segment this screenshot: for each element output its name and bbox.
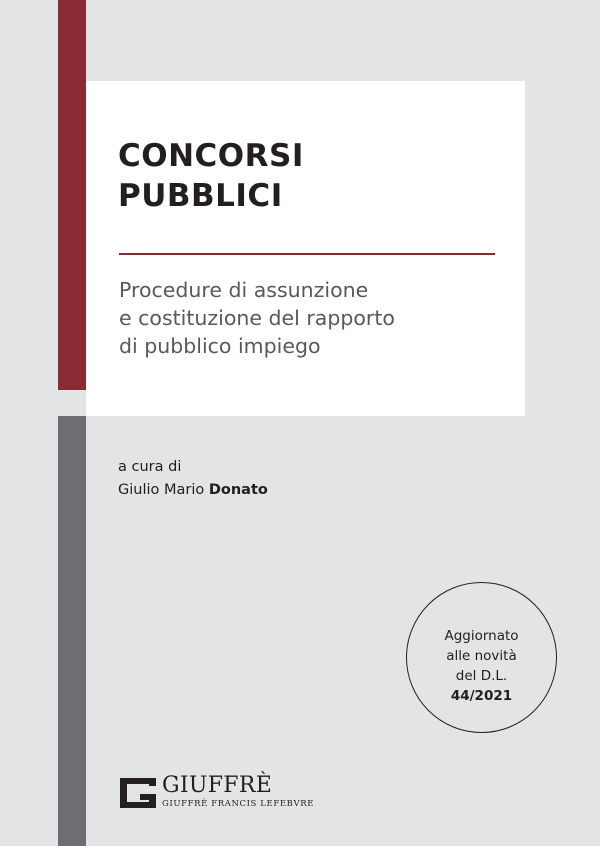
subtitle-line-3: di pubblico impiego (119, 334, 321, 358)
book-title-line-1: CONCORSI (118, 138, 304, 174)
badge-decree-number: 44/2021 (450, 688, 513, 704)
publisher-name: GIUFFRÈ (162, 773, 273, 798)
publisher-logo (118, 773, 315, 814)
subtitle-line-2: e costituzione del rapporto (119, 306, 395, 330)
publisher-logo-mark-icon (118, 776, 158, 810)
book-title (118, 136, 304, 216)
spine-grey-band (58, 416, 86, 846)
editor-intro: a cura di (118, 459, 182, 475)
badge-line-1: Aggiornato (444, 628, 519, 644)
badge-line-2: alle novità (446, 648, 517, 664)
badge-line-3 (407, 666, 556, 706)
title-panel (86, 81, 525, 416)
book-title-line-2: PUBBLICI (118, 178, 283, 214)
publisher-tagline: GIUFFRÈ FRANCIS LEFEBVRE (162, 799, 315, 809)
editor-name (118, 479, 268, 502)
update-badge (406, 582, 557, 733)
editor-surname: Donato (208, 482, 268, 498)
update-badge-text (407, 626, 556, 706)
book-subtitle (119, 276, 395, 360)
editor-given-names: Giulio Mario (118, 482, 205, 498)
editor-credit (118, 456, 268, 502)
title-divider (119, 253, 495, 255)
spine-red-band (58, 0, 86, 390)
badge-line-3-prefix: del D.L. (455, 668, 508, 684)
subtitle-line-1: Procedure di assunzione (119, 278, 369, 302)
